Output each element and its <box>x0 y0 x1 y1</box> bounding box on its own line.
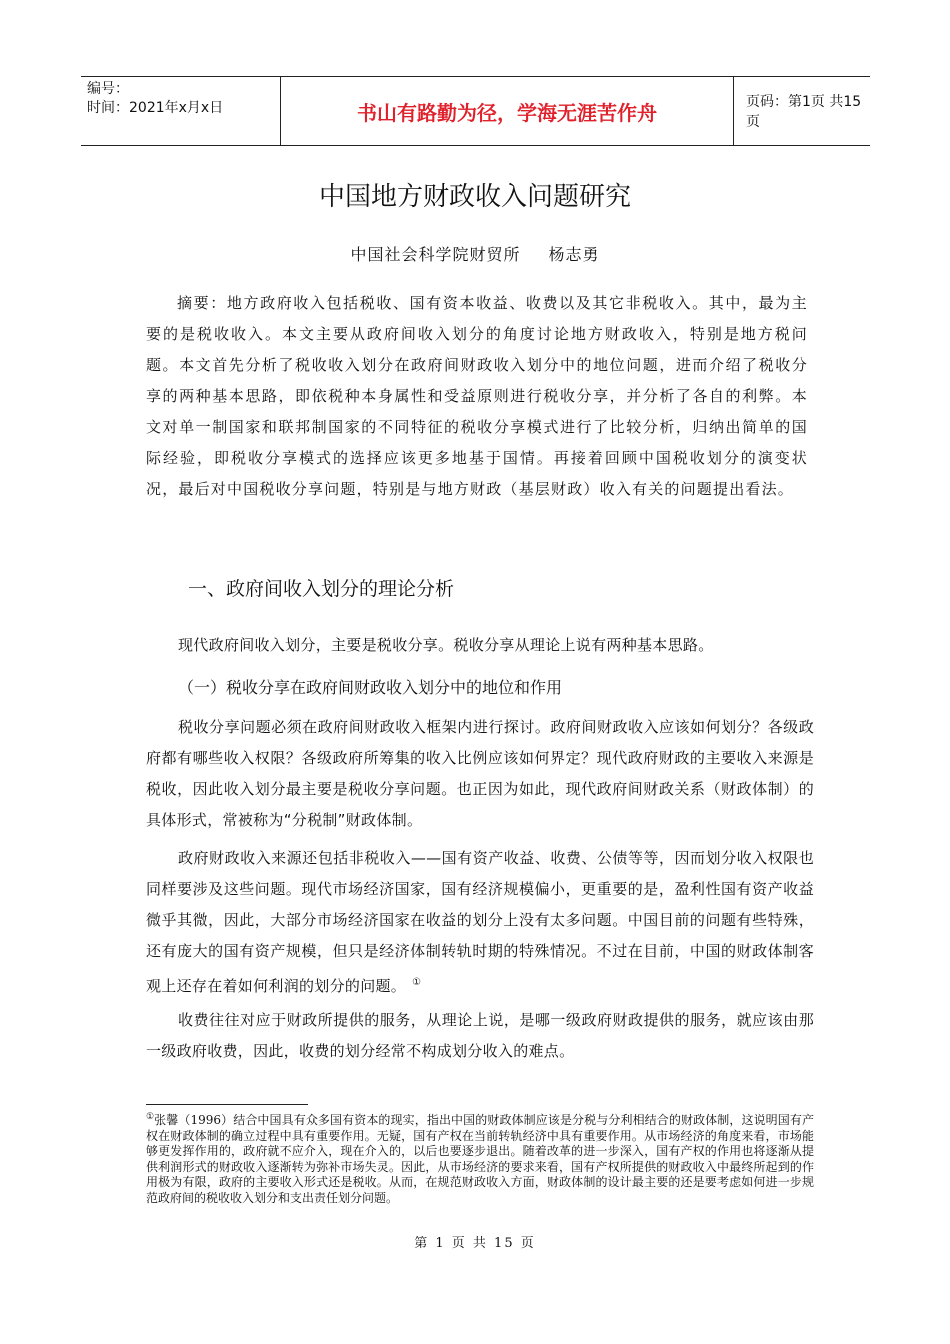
footnote-divider <box>146 1104 308 1105</box>
author-affiliation: 中国社会科学院财贸所 <box>350 245 521 264</box>
footnote-mark: ① <box>146 1112 155 1122</box>
body-paragraph-3: 收费往往对应于财政所提供的服务，从理论上说，是哪一级政府财政提供的服务，就应该由那一级政府收费，因此，收费的划分经常不构成划分收入的难点。 <box>146 1011 814 1060</box>
section-intro: 现代政府间收入划分，主要是税收分享。税收分享从理论上说有两种基本思路。 <box>178 636 714 654</box>
body-paragraph-2-text: 政府财政收入来源还包括非税收入——国有资产收益、收费、公债等等，因而划分收入权限也同样要涉及这些问题。现代市场经济国家，国有经济规模偏小，更重要的是，盈利性国有资产收益微乎其微，因此，大部分市场经济国家在收益的划分上没有太多问题。中国目前的问题有些特殊，还有庞大的国有资产规模，但只是经济体制转轨时期的特殊情况。不过在目前，中国的财政体制客观上还存在着如何利润的划分的问题。 <box>146 849 814 995</box>
author-line <box>0 242 950 265</box>
page-footer: 第 1 页 共 15 页 <box>414 1236 536 1251</box>
subsection-heading: （一）税收分享在政府间财政收入划分中的地位和作用 <box>178 678 563 697</box>
footnote <box>146 1110 814 1206</box>
body-paragraph-1: 税收分享问题必须在政府间财政收入框架内进行探讨。政府间财政收入应该如何划分？各级政府都有哪些收入权限？各级政府所筹集的收入比例应该如何界定？现代政府财政的主要收入来源是税收，因此收入划分最主要是税收分享问题。也正因为如此，现代政府间财政关系（财政体制）的具体形式，常被称为“分税制”财政体制。 <box>146 718 814 829</box>
page-header <box>81 76 870 146</box>
section-heading: 一、政府间收入划分的理论分析 <box>188 578 455 600</box>
time-label: 时间：2021年x月x日 <box>87 100 224 116</box>
header-page-info <box>734 77 870 145</box>
header-motto <box>281 77 734 145</box>
document-title: 中国地方财政收入问题研究 <box>318 182 631 212</box>
footnote-reference[interactable]: ① <box>412 977 422 988</box>
page-info-text: 页码：第1页 共15页 <box>746 94 862 130</box>
body-paragraph-2 <box>146 843 814 1002</box>
motto-text: 书山有路勤为径，学海无涯苦作舟 <box>357 100 657 125</box>
header-meta <box>81 77 281 145</box>
code-label: 编号： <box>87 81 129 97</box>
footnote-text: 张馨（1996）结合中国具有众多国有资本的现实，指出中国的财政体制应该是分税与分利相结合的财政体制，这说明国有产权在财政体制的确立过程中具有重要作用。无疑，国有产权在当前转轨经济中具有重要作用。从市场经济的角度来看，市场能够更发挥作用的，政府就不应介入，现在介入的，以后也要逐步退出。随着改革的进一步深入，国有产权的作用也将逐渐从提供利润形式的财政收入逐渐转为弥补市场失灵。因此，从市场经济的要求来看，国有产权所提供的财政收入中最终所起到的作用极为有限，政府的主要收入形式还是税收。从而，在规范财政收入方面，财政体制的设计最主要的还是要考虑如何进一步规范政府间的税收收入划分和支出责任划分问题。 <box>146 1113 814 1205</box>
abstract: 摘要：地方政府收入包括税收、国有资本收益、收费以及其它非税收入。其中，最为主要的是税收收入。本文主要从政府间收入划分的角度讨论地方财政收入，特别是地方税问题。本文首先分析了税收收入划分在政府间财政收入划分中的地位问题，进而介绍了税收分享的两种基本思路，即依税种本身属性和受益原则进行税收分享，并分析了各自的利弊。本文对单一制国家和联邦制国家的不同特征的税收分享模式进行了比较分析，归纳出简单的国际经验，即税收分享模式的选择应该更多地基于国情。再接着回顾中国税收划分的演变状况，最后对中国税收分享问题，特别是与地方财政（基层财政）收入有关的问题提出看法。 <box>146 294 808 498</box>
author-name: 杨志勇 <box>548 245 600 264</box>
